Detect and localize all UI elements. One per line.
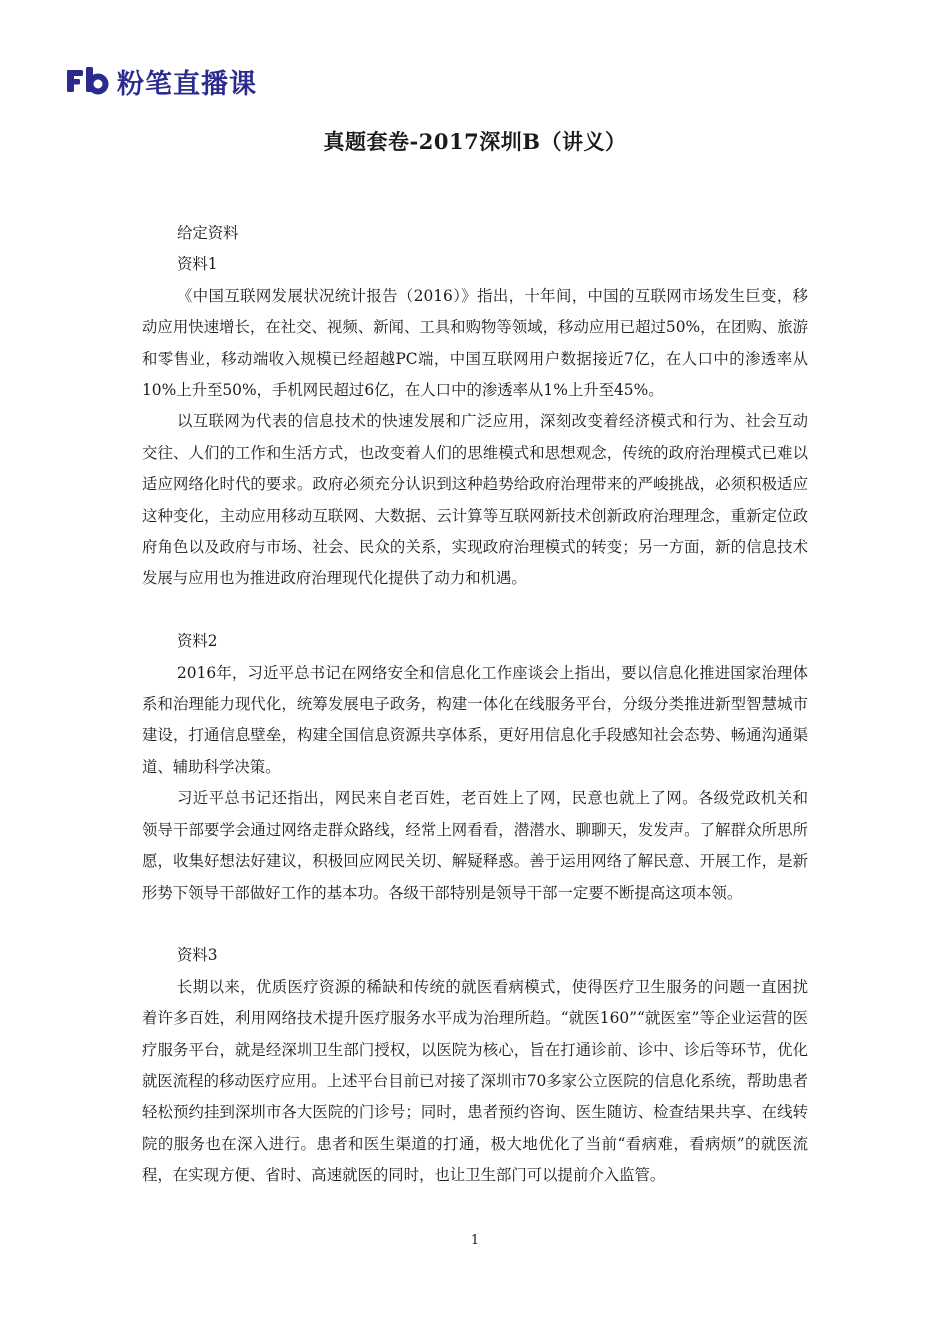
section-label: 给定资料 [177,224,239,242]
material-2-label: 资料2 [177,632,218,651]
header-logo [67,64,257,98]
material-1-label: 资料1 [177,255,218,274]
material-2-paragraph-1: 2016年，习近平总书记在网络安全和信息化工作座谈会上指出，要以信息化推进国家治理体系和治理能力现代化，统筹发展电子政务，构建一体化在线服务平台，分级分类推进新型智慧城市建设，打通信息壁垒，构建全国信息资源共享体系，更好用信息化手段感知社会态势、畅通沟通渠道、辅助科学决策。 [142,663,808,776]
material-3-paragraph-1: 长期以来，优质医疗资源的稀缺和传统的就医看病模式，使得医疗卫生服务的问题一直困扰着许多百姓，利用网络技术提升医疗服务水平成为治理所趋。“就医160”“就医室”等企业运营的医疗服务平台，就是经深圳卫生部门授权，以医院为核心，旨在打通诊前、诊中、诊后等环节，优化就医流程的移动医疗应用。上述平台目前已对接了深圳市70多家公立医院的信息化系统，帮助患者轻松预约挂到深圳市各大医院的门诊号；同时，患者预约咨询、医生随访、检查结果共享、在线转院的服务也在深入进行。患者和医生渠道的打通，极大地优化了当前“看病难，看病烦”的就医流程，在实现方便、省时、高速就医的同时，也让卫生部门可以提前介入监管。 [142,977,808,1185]
material-1-paragraph-1: 《中国互联网发展状况统计报告（2016）》指出，十年间，中国的互联网市场发生巨变，移动应用快速增长，在社交、视频、新闻、工具和购物等领域，移动应用已超过50%，在团购、旅游和零售业，移动端收入规模已经超越PC端，中国互联网用户数据接近7亿，在人口中的渗透率从10%上升至50%，手机网民超过6亿，在人口中的渗透率从1%上升至45%。 [142,286,808,400]
material-3-label: 资料3 [177,946,218,965]
fb-logo-icon [67,67,109,95]
logo-text: 粉笔直播课 [117,68,257,100]
page-number: 1 [470,1233,480,1248]
section-gap [142,595,808,626]
document-body [142,218,808,1192]
document-title: 真题套卷-2017深圳B（讲义） [323,129,627,154]
material-1-paragraph-2: 以互联网为代表的信息技术的快速发展和广泛应用，深刻改变着经济模式和行为、社会互动交往、人们的工作和生活方式，也改变着人们的思维模式和思想观念，传统的政府治理模式已难以适应网络化时代的要求。政府必须充分认识到这种趋势给政府治理带来的严峻挑战，必须积极适应这种变化，主动应用移动互联网、大数据、云计算等互联网新技术创新政府治理理念，重新定位政府角色以及政府与市场、社会、民众的关系，实现政府治理模式的转变；另一方面，新的信息技术发展与应用也为推进政府治理现代化提供了动力和机遇。 [142,412,808,588]
section-gap [142,909,808,940]
material-2-paragraph-2: 习近平总书记还指出，网民来自老百姓，老百姓上了网，民意也就上了网。各级党政机关和领导干部要学会通过网络走群众路线，经常上网看看，潜潜水、聊聊天，发发声。了解群众所思所愿，收集好想法好建议，积极回应网民关切、解疑释惑。善于运用网络了解民意、开展工作，是新形势下领导干部做好工作的基本功。各级干部特别是领导干部一定要不断提高这项本领。 [142,789,808,902]
